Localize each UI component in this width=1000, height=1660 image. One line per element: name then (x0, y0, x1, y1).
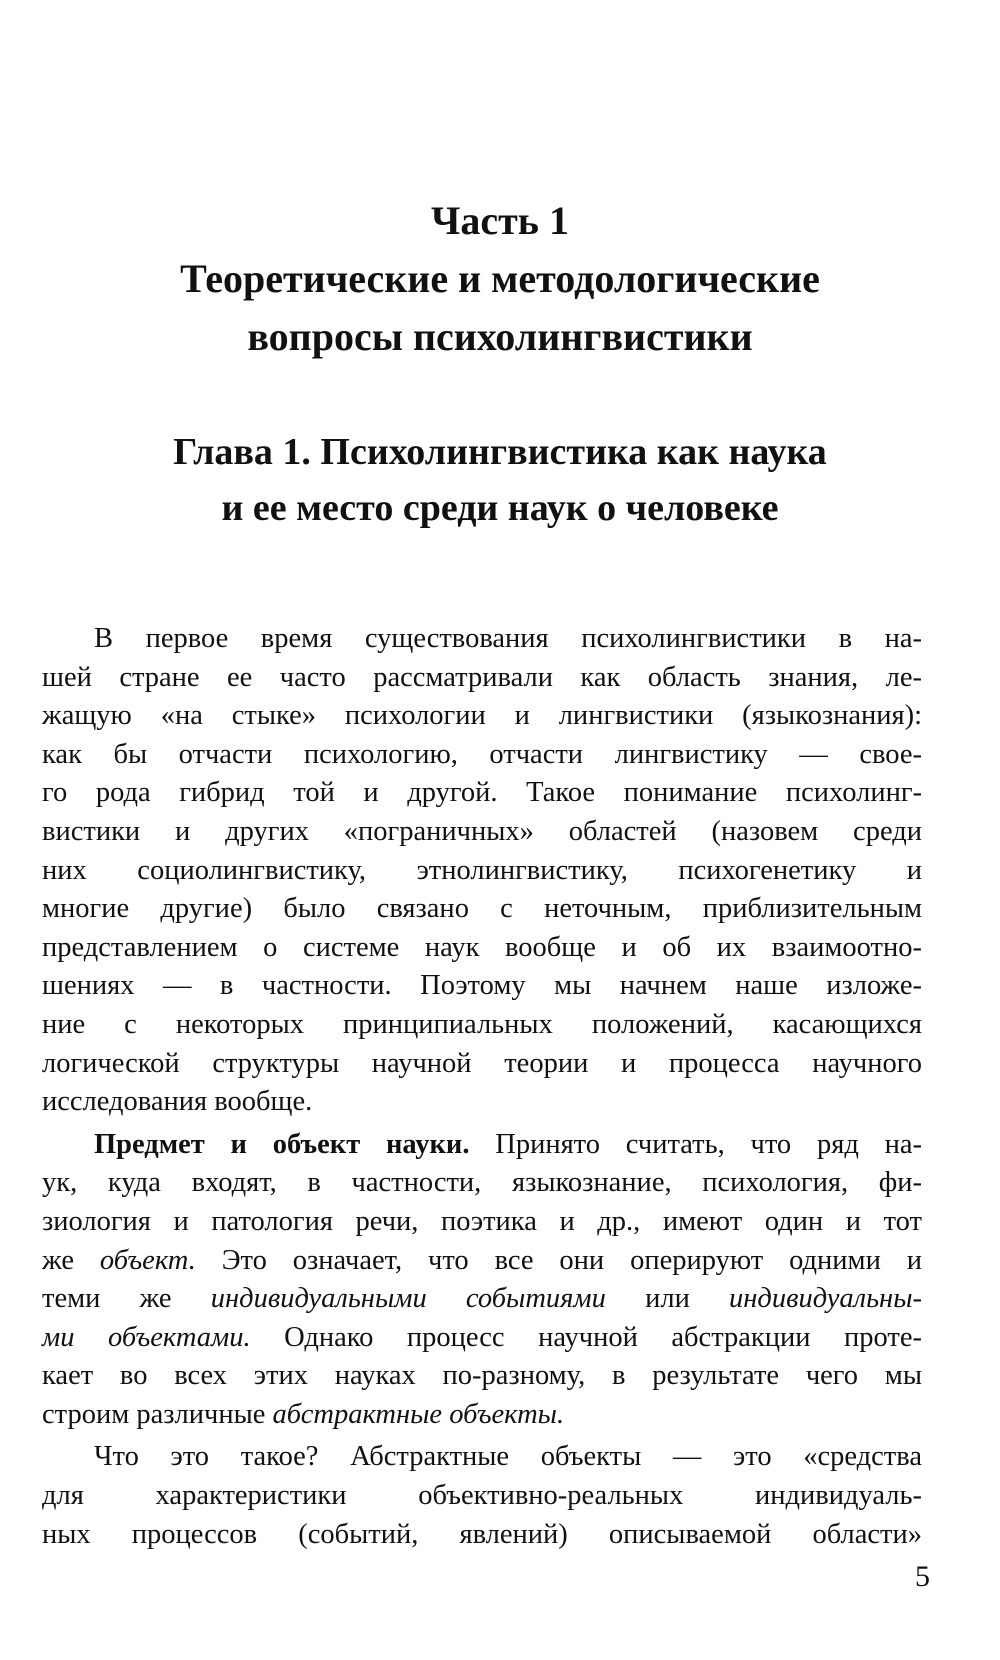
text-line (42, 1242, 922, 1281)
part-heading (60, 192, 940, 366)
chapter-heading (60, 424, 940, 536)
chapter-title-line-1: Глава 1. Психолингвистика как наука (173, 431, 827, 473)
emphasis-term: абстрактные объекты. (272, 1398, 565, 1430)
text-line: го рода гибрид той и другой. Такое понимание психолинг- (42, 777, 922, 809)
chapter-title-line-2: и ее место среди наук о человеке (221, 487, 779, 529)
text-line: исследования вообще. (42, 1086, 313, 1118)
text-line: ние с некоторых принципиальных положений, касающихся (42, 1008, 922, 1040)
text-line: ных процессов (событий, явлений) описываемой области» (42, 1518, 922, 1550)
text-line: вистики и других «пограничных» областей (назовем среди (42, 815, 922, 847)
body-text (42, 620, 922, 1554)
text-line: В первое время существования психолингвистики в на- (94, 623, 922, 654)
page-number: 5 (915, 1560, 930, 1593)
text-fragment: Принято считать, что ряд на- (469, 1128, 922, 1160)
text-line: как бы отчасти психологию, отчасти лингвистику — свое- (42, 738, 922, 770)
text-line (42, 1396, 922, 1435)
text-fragment: строим различные (42, 1398, 273, 1430)
text-fragment: теми же (42, 1283, 211, 1315)
text-line: представлением о системе наук вообще и об их взаимоотно- (42, 931, 922, 963)
text-fragment: же (42, 1244, 100, 1276)
paragraph-1 (42, 620, 922, 1122)
text-line: логической структуры научной теории и процесса научного (42, 1047, 922, 1079)
paragraph-2 (42, 1126, 922, 1435)
emphasis-term: индивидуальными событиями (210, 1283, 606, 1315)
emphasis-term: ми объектами. (42, 1321, 251, 1353)
text-line: жащую «на стыке» психологии и лингвистики (языкознания): (42, 700, 922, 732)
text-line: Что это такое? Абстрактные объекты — это «средства (94, 1441, 922, 1473)
text-line: зиология и патология речи, поэтика и др., имеют один и тот (42, 1205, 922, 1237)
text-line: ук, куда входят, в частности, языкознание, психология, фи- (42, 1167, 922, 1199)
text-fragment: Это означает, что все они оперируют одними и (195, 1244, 922, 1276)
text-line: для характеристики объективно-реальных индивидуаль- (42, 1480, 922, 1512)
part-number: Часть 1 (431, 198, 569, 243)
text-line: многие другие) было связано с неточным, приблизительным (42, 893, 922, 925)
part-title-line-1: Теоретические и методологические (180, 256, 820, 301)
emphasis-term: объект. (99, 1244, 196, 1276)
paragraph-3 (42, 1438, 922, 1554)
text-line (42, 1126, 922, 1165)
text-fragment: Однако процесс научной абстракции проте- (250, 1321, 923, 1353)
text-line: шениях — в частности. Поэтому мы начнем наше изложе- (42, 970, 922, 1002)
text-line: них социолингвистику, этнолингвистику, психогенетику и (42, 854, 922, 886)
text-line: шей стране ее часто рассматривали как область знания, ле- (42, 661, 922, 693)
text-line (42, 1319, 922, 1358)
text-line: кает во всех этих науках по-разному, в результате чего мы (42, 1360, 922, 1392)
text-fragment: или (605, 1283, 730, 1315)
part-title-line-2: вопросы психолингвистики (247, 314, 753, 359)
emphasis-term: индивидуальны- (729, 1283, 922, 1315)
paragraph-lead-term: Предмет и объект науки. (94, 1128, 470, 1160)
text-line (42, 1280, 922, 1319)
